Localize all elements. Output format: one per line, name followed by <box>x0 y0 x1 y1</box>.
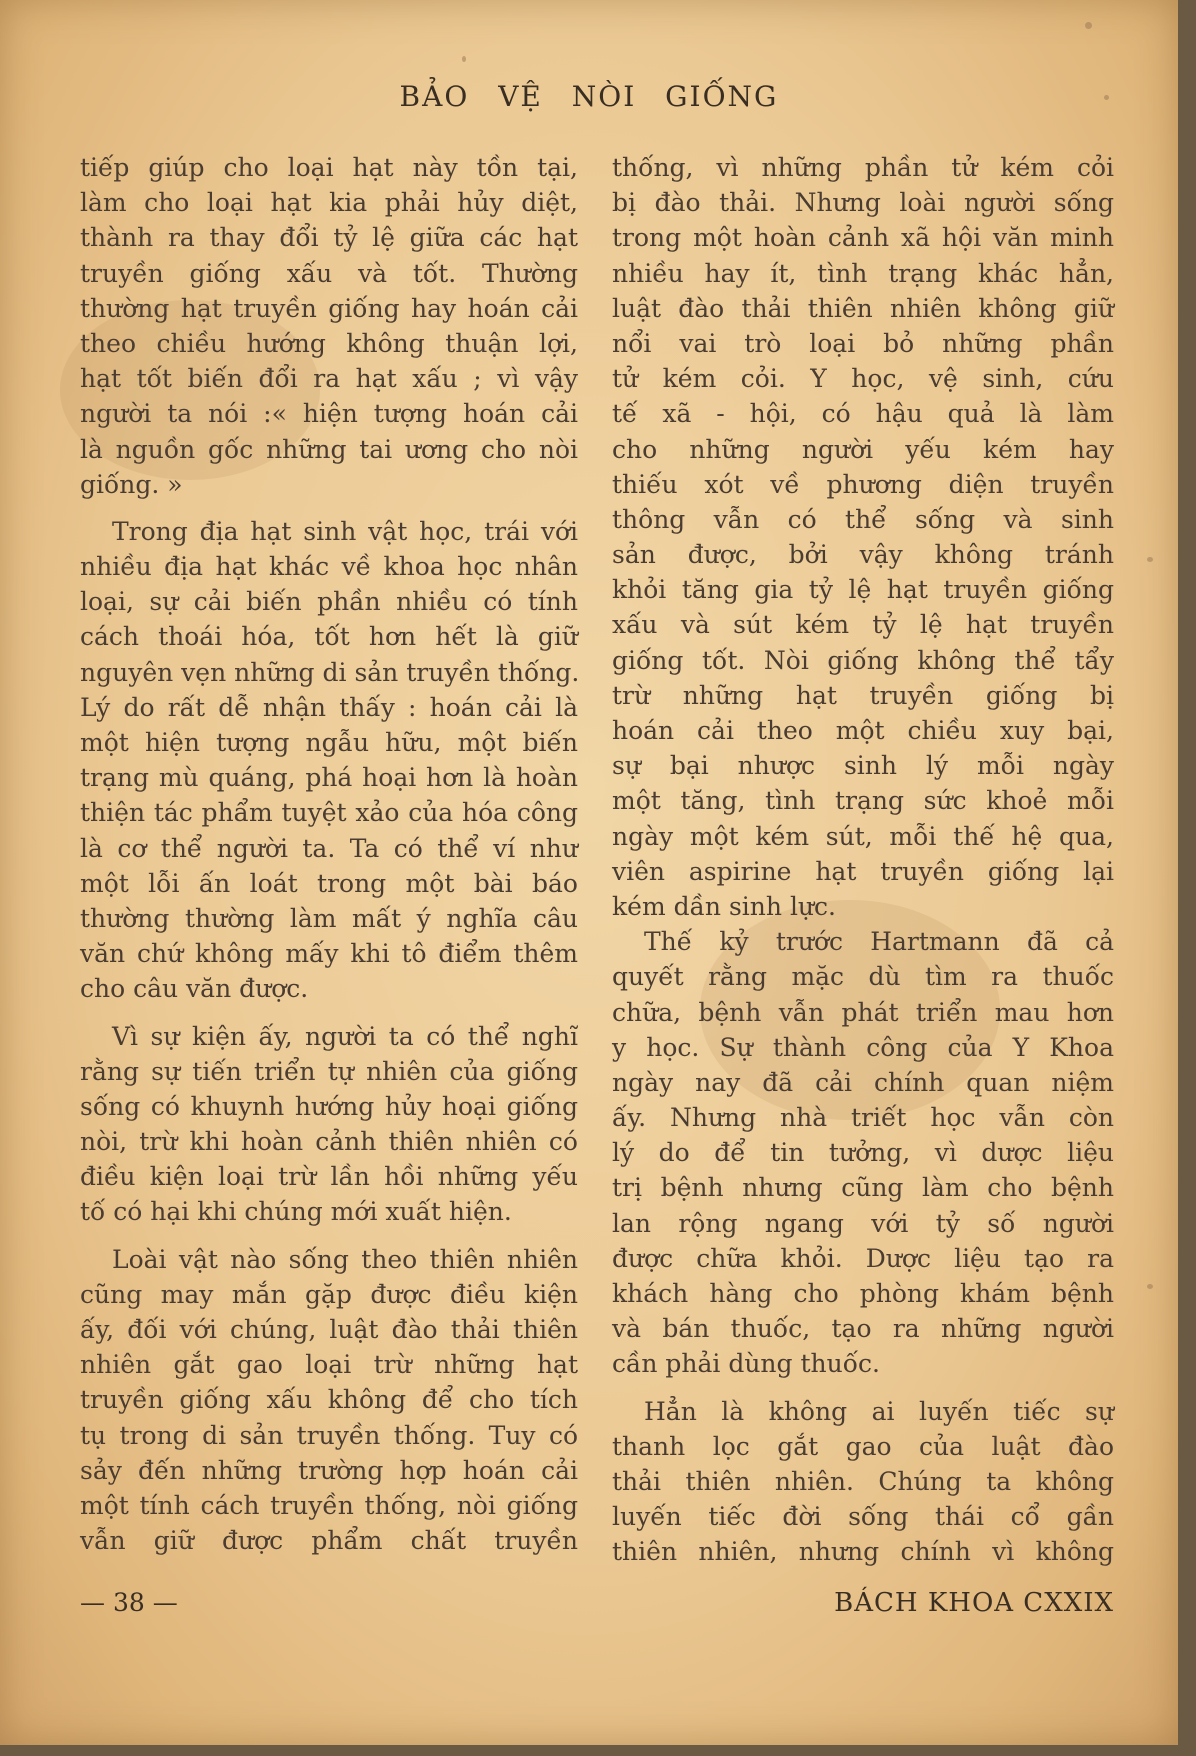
paragraph <box>80 150 578 502</box>
text-line: người ta nói :« hiện tượng hoán cải <box>80 399 578 429</box>
journal-title: BÁCH KHOA CXXIX <box>834 1588 1114 1618</box>
text-line: Thế kỷ trước Hartmann đã cả <box>644 927 1114 957</box>
text-line: ấy, đối với chúng, luật đào thải thiên <box>80 1315 578 1344</box>
text-line: Trong địa hạt sinh vật học, trái với <box>112 516 578 546</box>
text-line: hạt tốt biến đổi ra hạt xấu ; vì vậy <box>80 364 578 394</box>
text-line: nhiều địa hạt khác về khoa học nhân <box>80 552 578 582</box>
text-line: truyền giống xấu không để cho tích <box>80 1385 578 1415</box>
text-line: loại, sự cải biến phần nhiều có tính <box>80 587 578 617</box>
text-line: giống. » <box>80 469 183 499</box>
text-line: khỏi tăng gia tỷ lệ hạt truyền giống <box>612 575 1114 605</box>
text-line: trong một hoàn cảnh xã hội văn minh <box>612 223 1114 253</box>
text-line: cho những người yếu kém hay <box>612 434 1114 464</box>
paper-speck <box>1147 1284 1153 1289</box>
text-line: rằng sự tiến triển tự nhiên của giống <box>80 1056 578 1086</box>
text-line: luật đào thải thiên nhiên không giữ <box>612 293 1114 323</box>
page-number: — 38 — <box>80 1588 178 1617</box>
text-line: tụ trong di sản truyền thống. Tuy có <box>80 1420 578 1450</box>
text-line: văn chứ không mấy khi tô điểm thêm <box>80 939 578 969</box>
text-line: sản được, bởi vậy không tránh <box>612 540 1114 570</box>
paragraph <box>612 1394 1114 1570</box>
left-column <box>80 150 578 1558</box>
text-line: khách hàng cho phòng khám bệnh <box>612 1279 1114 1308</box>
text-line: ngày một kém sút, mỗi thế hệ qua, <box>612 821 1114 851</box>
paragraph <box>80 514 578 1007</box>
text-line: y học. Sự thành công của Y Khoa <box>612 1032 1114 1062</box>
text-line: giống tốt. Nòi giống không thể tẩy <box>612 645 1114 675</box>
text-line: làm cho loại hạt kia phải hủy diệt, <box>80 188 578 218</box>
paragraph <box>80 1242 578 1559</box>
text-line: trị bệnh nhưng cũng làm cho bệnh <box>612 1173 1114 1203</box>
text-line: tử kém cỏi. Y học, vệ sinh, cứu <box>612 364 1114 394</box>
text-line: thường thường làm mất ý nghĩa câu <box>80 903 578 933</box>
text-line: xấu và sút kém tỷ lệ hạt truyền <box>612 610 1114 640</box>
text-line: theo chiều hướng không thuận lợi, <box>80 328 578 358</box>
running-header: BẢO VỆ NÒI GIỐNG <box>399 80 779 113</box>
text-line: tiếp giúp cho loại hạt này tồn tại, <box>80 153 578 182</box>
text-line: lý do để tin tưởng, vì dược liệu <box>612 1138 1114 1168</box>
text-line: kém dần sinh lực. <box>612 891 836 921</box>
text-line: thông vẫn có thể sống và sinh <box>612 504 1114 534</box>
text-line: một tính cách truyền thống, nòi giống <box>80 1490 578 1520</box>
text-line: điều kiện loại trừ lần hồi những yếu <box>80 1162 578 1192</box>
text-line: chữa, bệnh vẫn phát triển mau hơn <box>612 997 1114 1027</box>
text-line: nguyên vẹn những di sản truyền thống. <box>80 657 580 687</box>
text-line: Loài vật nào sống theo thiên nhiên <box>112 1244 578 1274</box>
text-line: ấy. Nhưng nhà triết học vẫn còn <box>612 1103 1114 1133</box>
text-line: thiện tác phẩm tuyệt xảo của hóa công <box>80 798 578 828</box>
text-line: luyến tiếc đời sống thái cổ gần <box>612 1502 1114 1532</box>
text-line: lan rộng ngang với tỷ số người <box>612 1208 1114 1238</box>
text-line: truyền giống xấu và tốt. Thường <box>80 258 578 288</box>
text-line: thành ra thay đổi tỷ lệ giữa các hạt <box>80 223 578 253</box>
paragraph <box>80 1019 578 1230</box>
text-line: vẫn giữ được phẩm chất truyền <box>80 1526 578 1556</box>
text-line: cách thoái hóa, tốt hơn hết là giữ <box>80 622 578 652</box>
text-line: nòi, trừ khi hoàn cảnh thiên nhiên có <box>80 1127 578 1157</box>
text-line: ngày nay đã cải chính quan niệm <box>612 1067 1114 1097</box>
text-line: là cơ thể người ta. Ta có thể ví như <box>80 833 578 863</box>
text-line: sống có khuynh hướng hủy hoại giống <box>80 1091 578 1121</box>
text-line: một hiện tượng ngẫu hữu, một biến <box>80 728 578 757</box>
text-line: được chữa khỏi. Dược liệu tạo ra <box>612 1243 1114 1273</box>
text-line: tố có hại khi chúng mới xuất hiện. <box>80 1197 512 1227</box>
right-column <box>612 150 1114 1570</box>
text-line: nhiên gắt gao loại trừ những hạt <box>80 1350 578 1380</box>
text-line: là nguồn gốc những tai ương cho nòi <box>80 434 578 464</box>
text-line: trừ những hạt truyền giống bị <box>612 680 1114 710</box>
text-line: sự bại nhược sinh lý mỗi ngày <box>612 751 1114 781</box>
text-line: Lý do rất dễ nhận thấy : hoán cải là <box>80 692 578 722</box>
text-line: tế xã - hội, có hậu quả là làm <box>612 399 1114 429</box>
text-line: thanh lọc gắt gao của luật đào <box>612 1431 1114 1461</box>
text-line: thường hạt truyền giống hay hoán cải <box>80 293 578 323</box>
text-line: thải thiên nhiên. Chúng ta không <box>612 1466 1114 1496</box>
text-line: viên aspirine hạt truyền giống lại <box>612 856 1114 886</box>
paragraph <box>612 150 1114 924</box>
text-line: Vì sự kiện ấy, người ta có thể nghĩ <box>112 1021 578 1051</box>
text-line: cho câu văn được. <box>80 974 309 1004</box>
text-line: hoán cải theo một chiều xuy bại, <box>612 716 1114 745</box>
text-line: và bán thuốc, tạo ra những người <box>612 1314 1114 1344</box>
paper-speck <box>1085 22 1092 29</box>
paragraph <box>612 924 1114 1381</box>
text-line: thống, vì những phần tử kém cỏi <box>612 153 1114 182</box>
text-line: sảy đến những trường hợp hoán cải <box>80 1455 578 1485</box>
text-line: bị đào thải. Nhưng loài người sống <box>612 188 1114 218</box>
text-line: một tăng, tình trạng sức khoẻ mỗi <box>612 786 1114 816</box>
text-line: một lỗi ấn loát trong một bài báo <box>80 868 578 898</box>
text-line: trạng mù quáng, phá hoại hơn là hoàn <box>80 763 578 793</box>
text-line: quyết rằng mặc dù tìm ra thuốc <box>612 962 1114 992</box>
paper-speck <box>1147 557 1153 562</box>
text-line: nhiều hay ít, tình trạng khác hẳn, <box>612 258 1114 288</box>
text-line: cũng may mắn gặp được điều kiện <box>80 1279 578 1309</box>
text-line: thiên nhiên, nhưng chính vì không <box>612 1537 1114 1567</box>
text-line: Hẳn là không ai luyến tiếc sự <box>644 1396 1114 1426</box>
text-line: cần phải dùng thuốc. <box>612 1349 880 1379</box>
text-line: thiếu xót về phương diện truyền <box>612 469 1114 499</box>
text-line: nổi vai trò loại bỏ những phần <box>612 328 1114 358</box>
paper-speck <box>462 56 466 62</box>
